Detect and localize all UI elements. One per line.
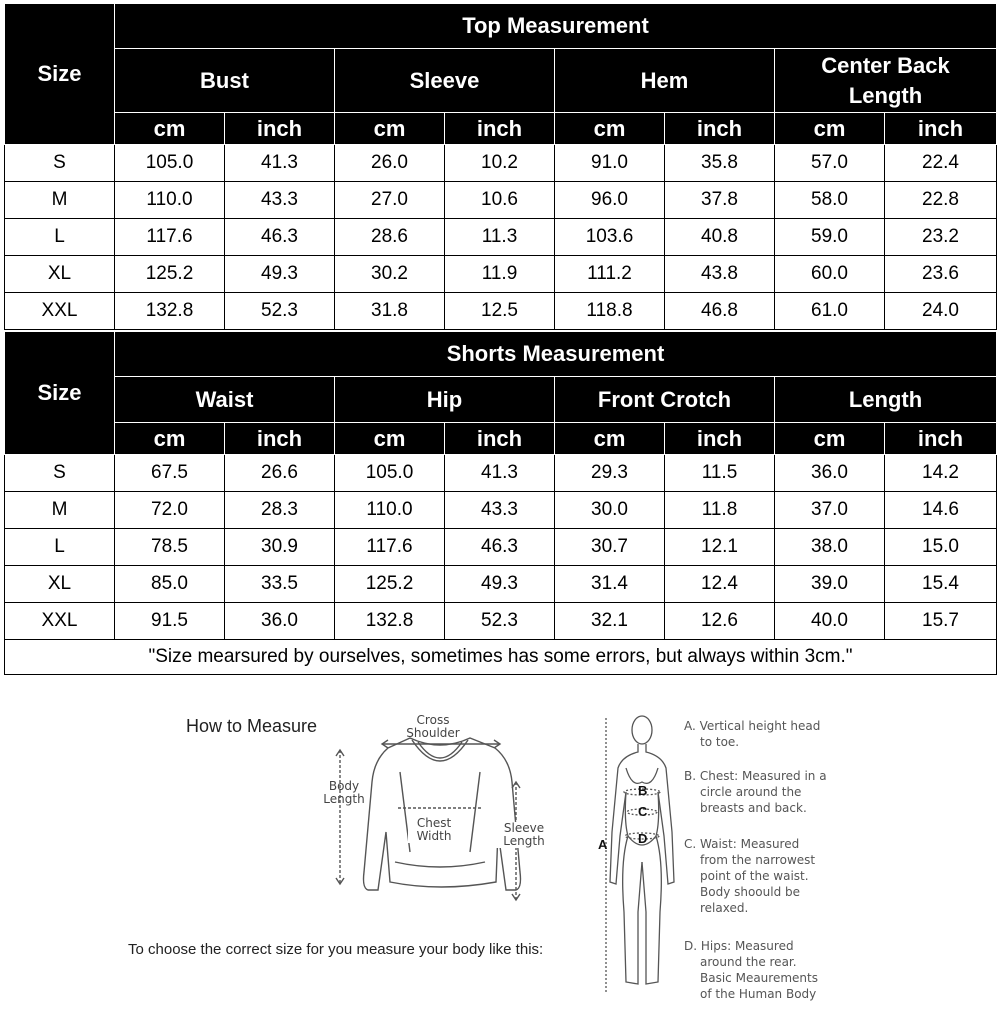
value-cell: 24.0 [885, 293, 997, 330]
value-cell: 14.6 [885, 492, 997, 529]
size-cell: L [5, 529, 115, 566]
value-cell: 41.3 [225, 145, 335, 182]
legend-b: B. Chest: Measured in a circle around the breasts and back. [684, 769, 827, 815]
group-header: Front Crotch [555, 377, 775, 423]
value-cell: 23.6 [885, 256, 997, 293]
value-cell: 105.0 [335, 455, 445, 492]
unit-header: cm [115, 423, 225, 455]
value-cell: 110.0 [335, 492, 445, 529]
value-cell: 43.8 [665, 256, 775, 293]
value-cell: 36.0 [225, 603, 335, 640]
cross-shoulder-label: Cross Shoulder [406, 713, 460, 740]
letter-b: B [638, 783, 648, 798]
size-cell: XXL [5, 293, 115, 330]
value-cell: 78.5 [115, 529, 225, 566]
legend-c: C. Waist: Measured from the narrowest point of the waist. Body shoould be relaxed. [684, 837, 816, 915]
group-header: Waist [115, 377, 335, 423]
value-cell: 10.2 [445, 145, 555, 182]
value-cell: 43.3 [225, 182, 335, 219]
sleeve-length-label: Sleeve Length [496, 822, 552, 848]
group-header: Hem [555, 49, 775, 113]
unit-header: inch [225, 113, 335, 145]
unit-header: cm [115, 113, 225, 145]
legend-d: D. Hips: Measured around the rear. Basic Meaurements of the Human Body [684, 939, 818, 1001]
table-row [5, 529, 997, 566]
value-cell: 40.0 [775, 603, 885, 640]
table-row [5, 455, 997, 492]
size-cell: S [5, 145, 115, 182]
table-row [5, 293, 997, 330]
value-cell: 15.4 [885, 566, 997, 603]
value-cell: 52.3 [445, 603, 555, 640]
body-figure-illustration [600, 712, 680, 1002]
unit-header: cm [555, 113, 665, 145]
value-cell: 96.0 [555, 182, 665, 219]
unit-header: inch [445, 113, 555, 145]
group-header: Length [775, 377, 997, 423]
value-cell: 26.0 [335, 145, 445, 182]
chest-width-label: Chest Width [408, 817, 460, 843]
table-title: Top Measurement [115, 4, 997, 49]
value-cell: 31.4 [555, 566, 665, 603]
size-header: Size [5, 332, 115, 455]
value-cell: 37.8 [665, 182, 775, 219]
value-cell: 117.6 [335, 529, 445, 566]
choose-size-instruction: To choose the correct size for you measure your body like this: [128, 941, 544, 958]
size-cell: M [5, 492, 115, 529]
table-title: Shorts Measurement [115, 332, 997, 377]
size-cell: L [5, 219, 115, 256]
table-row [5, 219, 997, 256]
value-cell: 59.0 [775, 219, 885, 256]
value-cell: 61.0 [775, 293, 885, 330]
shorts-measurement-table [4, 331, 997, 675]
letter-c: C [638, 804, 648, 819]
value-cell: 14.2 [885, 455, 997, 492]
unit-header: inch [665, 113, 775, 145]
value-cell: 132.8 [115, 293, 225, 330]
value-cell: 41.3 [445, 455, 555, 492]
table-row [5, 492, 997, 529]
value-cell: 11.9 [445, 256, 555, 293]
letter-a: A [598, 837, 608, 852]
value-cell: 43.3 [445, 492, 555, 529]
value-cell: 12.5 [445, 293, 555, 330]
value-cell: 91.0 [555, 145, 665, 182]
value-cell: 103.6 [555, 219, 665, 256]
table-row [5, 145, 997, 182]
value-cell: 15.0 [885, 529, 997, 566]
value-cell: 26.6 [225, 455, 335, 492]
value-cell: 57.0 [775, 145, 885, 182]
value-cell: 32.1 [555, 603, 665, 640]
value-cell: 85.0 [115, 566, 225, 603]
legend-a: A. Vertical height head to toe. [684, 719, 821, 749]
table-row [5, 566, 997, 603]
value-cell: 33.5 [225, 566, 335, 603]
value-cell: 36.0 [775, 455, 885, 492]
size-header: Size [5, 4, 115, 145]
value-cell: 49.3 [445, 566, 555, 603]
value-cell: 12.6 [665, 603, 775, 640]
group-header: Hip [335, 377, 555, 423]
group-header: Center Back Length [775, 49, 997, 113]
value-cell: 10.6 [445, 182, 555, 219]
size-cell: M [5, 182, 115, 219]
body-length-label: Body Length [323, 779, 365, 806]
value-cell: 111.2 [555, 256, 665, 293]
value-cell: 91.5 [115, 603, 225, 640]
value-cell: 27.0 [335, 182, 445, 219]
table-row [5, 182, 997, 219]
unit-header: cm [555, 423, 665, 455]
value-cell: 39.0 [775, 566, 885, 603]
value-cell: 29.3 [555, 455, 665, 492]
value-cell: 30.2 [335, 256, 445, 293]
value-cell: 67.5 [115, 455, 225, 492]
letter-d: D [638, 831, 648, 846]
value-cell: 118.8 [555, 293, 665, 330]
value-cell: 46.8 [665, 293, 775, 330]
value-cell: 15.7 [885, 603, 997, 640]
value-cell: 49.3 [225, 256, 335, 293]
value-cell: 37.0 [775, 492, 885, 529]
value-cell: 105.0 [115, 145, 225, 182]
value-cell: 58.0 [775, 182, 885, 219]
value-cell: 22.8 [885, 182, 997, 219]
value-cell: 28.3 [225, 492, 335, 529]
value-cell: 31.8 [335, 293, 445, 330]
unit-header: cm [775, 423, 885, 455]
group-header: Bust [115, 49, 335, 113]
top-measurement-table [4, 3, 997, 330]
unit-header: cm [335, 423, 445, 455]
value-cell: 46.3 [225, 219, 335, 256]
value-cell: 12.4 [665, 566, 775, 603]
size-cell: XL [5, 256, 115, 293]
unit-header: inch [885, 113, 997, 145]
size-cell: XL [5, 566, 115, 603]
size-cell: S [5, 455, 115, 492]
value-cell: 12.1 [665, 529, 775, 566]
value-cell: 125.2 [335, 566, 445, 603]
value-cell: 28.6 [335, 219, 445, 256]
value-cell: 30.7 [555, 529, 665, 566]
value-cell: 11.3 [445, 219, 555, 256]
value-cell: 30.9 [225, 529, 335, 566]
value-cell: 40.8 [665, 219, 775, 256]
value-cell: 132.8 [335, 603, 445, 640]
size-cell: XXL [5, 603, 115, 640]
value-cell: 117.6 [115, 219, 225, 256]
sweater-illustration [320, 712, 560, 912]
value-cell: 23.2 [885, 219, 997, 256]
unit-header: inch [885, 423, 997, 455]
value-cell: 110.0 [115, 182, 225, 219]
value-cell: 30.0 [555, 492, 665, 529]
unit-header: inch [445, 423, 555, 455]
value-cell: 72.0 [115, 492, 225, 529]
value-cell: 22.4 [885, 145, 997, 182]
table-row [5, 256, 997, 293]
unit-header: cm [775, 113, 885, 145]
group-header: Sleeve [335, 49, 555, 113]
value-cell: 52.3 [225, 293, 335, 330]
measurement-note: "Size mearsured by ourselves, sometimes has some errors, but always within 3cm." [5, 640, 997, 675]
value-cell: 11.5 [665, 455, 775, 492]
value-cell: 11.8 [665, 492, 775, 529]
unit-header: inch [665, 423, 775, 455]
value-cell: 46.3 [445, 529, 555, 566]
value-cell: 38.0 [775, 529, 885, 566]
value-cell: 60.0 [775, 256, 885, 293]
unit-header: cm [335, 113, 445, 145]
unit-header: inch [225, 423, 335, 455]
value-cell: 35.8 [665, 145, 775, 182]
table-row [5, 603, 997, 640]
how-to-measure-title: How to Measure [186, 716, 318, 736]
value-cell: 125.2 [115, 256, 225, 293]
